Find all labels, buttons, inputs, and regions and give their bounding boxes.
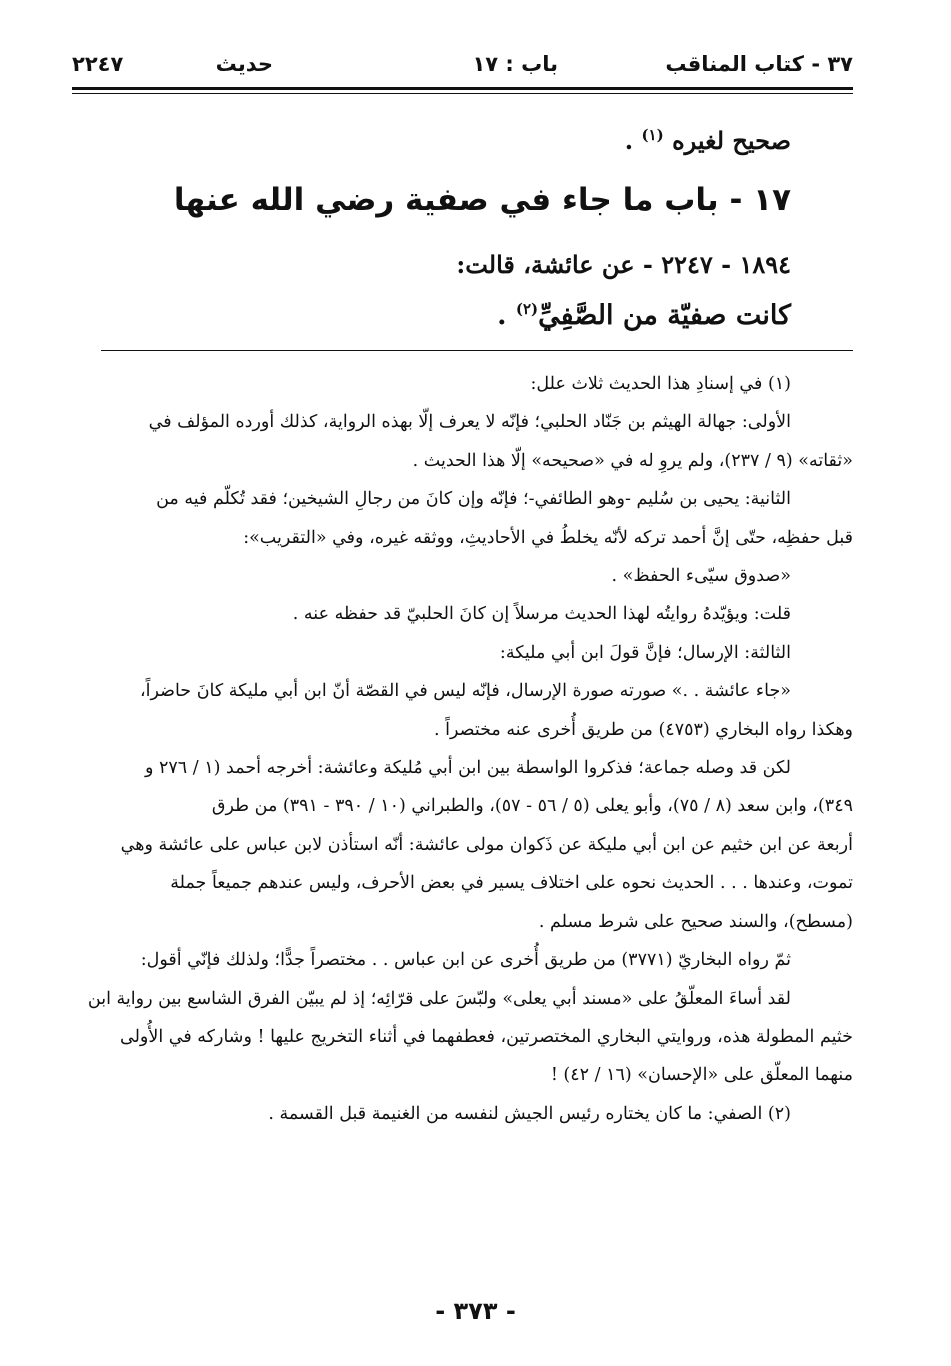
grade-text: صحيح لغيره (672, 126, 791, 155)
footnote-line: لكن قد وصله جماعة؛ فذكروا الواسطة بين ابن أبي مُليكة وعائشة: أخرجه أحمد (١ / ٢٧٦ و (144, 758, 791, 779)
footnote-line: خثيم المطولة هذه، وروايتي البخاري المختصرتين، فعطفهما في أثناء التخريج عليها ! وشاركه في الأُولى (120, 1026, 853, 1047)
footnote-ref-2: (٢) (515, 300, 539, 318)
footnote-line: الثالثة: الإرسال؛ فإنَّ قولَ ابن أبي مليكة: (499, 642, 791, 663)
footnote-line: (٢) الصفي: ما كان يختاره رئيس الجيش لنفسه من الغنيمة قبل القسمة . (268, 1103, 791, 1124)
footnote-line: وهكذا رواه البخاري (٤٧٥٣) من طريق أُخرى عنه مختصراً . (434, 719, 853, 740)
hadith-text: كانت صفيّة من الصَّفِيِّ (538, 300, 791, 331)
footnotes (72, 365, 853, 1133)
footnote-line: الأولى: جهالة الهيثم بن جَنّاد الحلبي؛ فإنّه لا يعرف إلّا بهذه الرواية، كذلك أورده المؤلف في (148, 412, 791, 433)
footnote-line: (مسطح)، والسند صحيح على شرط مسلم . (538, 911, 853, 932)
hadith-number: ٢٢٤٧ (72, 52, 124, 76)
chapter-number: باب : ١٧ (472, 52, 558, 76)
footnote-line: الثانية: يحيى بن سُليم -وهو الطائفي-؛ فإنّه وإن كانَ من رجالِ الشيخين؛ فقد تُكلّم فيه من (156, 489, 791, 510)
footnote-ref-1: (١) (641, 126, 664, 144)
footnote-line: منهما المعلّق على «الإحسان» (١٦ / ٤٢) ! (550, 1065, 853, 1086)
footnote-line: أربعة عن ابن خثيم عن ابن أبي مليكة عن ذَكوان مولى عائشة: أنّه استأذن لابن عباس على عائشة وهي (120, 834, 853, 855)
grade-end: . (624, 126, 634, 155)
footnote-line: (١) في إسنادِ هذا الحديث ثلاث علل: (530, 374, 791, 394)
footnote-line: «جاء عائشة . .» صورته صورة الإرسال، فإنّه ليس في القصّة أنّ ابن أبي مليكة كانَ حاضراً، (139, 681, 791, 702)
header-rule-thick (72, 87, 853, 90)
footnote-line: قلت: ويؤيّدهُ روايتُه لهذا الحديث مرسلاً إن كانَ الحلبيّ قد حفظه عنه . (292, 604, 791, 625)
hadith-numbering: ١٨٩٤ - ٢٢٤٧ - عن عائشة، قالت: (456, 250, 791, 279)
hadith-label: حديث (215, 52, 273, 76)
grade-line (100, 124, 791, 158)
footnote-line: «ثقاته» (٩ / ٢٣٧)، ولم يروِ له في «صحيحه» إلّا هذا الحديث . (412, 450, 853, 471)
footnote-line: ٣٤٩)، وابن سعد (٨ / ٧٥)، وأبو يعلى (٥ / ٥٦ - ٥٧)، والطبراني (١٠ / ٣٩٠ - ٣٩١) من طرق (211, 796, 853, 817)
book-title: ٣٧ - كتاب المناقب (665, 52, 853, 76)
footnote-line: لقد أساءَ المعلّقُ على «مسند أبي يعلى» ولبّسَ على قرّائِه؛ إذ لم يبيّن الفرق الشاسع بين رواية ابن (87, 988, 791, 1009)
running-header (72, 52, 853, 92)
page-number: - ٣٧٣ - (435, 1297, 516, 1325)
chapter-heading: ١٧ - باب ما جاء في صفية رضي الله عنها (173, 182, 791, 218)
footnote-separator (101, 350, 853, 351)
header-rule-thin (72, 93, 853, 94)
footnote-line: تموت، وعندها . . . الحديث نحوه على اختلاف يسير في بعض الأحرف، وليس عندهم جميعاً جملة (170, 873, 853, 894)
footnote-line: «صدوق سيّىء الحفظ» . (611, 566, 791, 587)
hadith-end: . (497, 300, 516, 331)
footnote-line: ثمّ رواه البخاريّ (٣٧٧١) من طريق أُخرى عن ابن عباس . . مختصراً جدًّا؛ ولذلك فإنّي أقول: (140, 950, 791, 971)
footnote-line: قبل حفظِه، حتّى إنَّ أحمد تركه لأنّه يخلطُ في الأحاديثِ، ووثقه غيره، وفي «التقريب»: (243, 527, 853, 548)
hadith-text-line (497, 300, 791, 331)
